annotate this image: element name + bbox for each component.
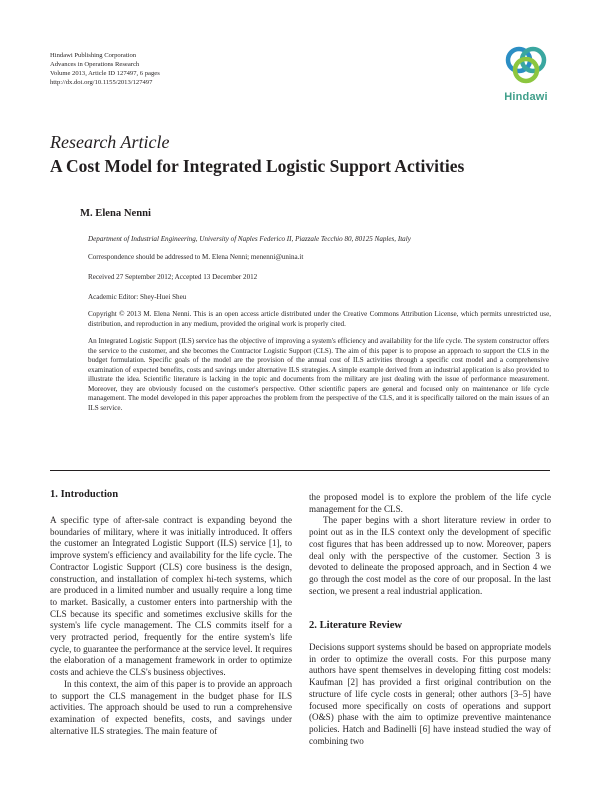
doi-link[interactable]: http://dx.doi.org/10.1155/2013/127497 <box>50 79 153 86</box>
article-type: Research Article <box>50 132 170 152</box>
journal-name: Advances in Operations Research <box>50 61 140 68</box>
intro-paragraph-2-continued: the proposed model is to explore the problem of the life cycle management for the CLS. <box>309 492 551 514</box>
journal-header <box>50 51 350 87</box>
hindawi-logo-text: Hindawi <box>504 91 548 103</box>
literature-paragraph-1: Decisions support systems should be based on appropriate models in order to optimize the overall costs. For this purpose many authors have spent themselves in developing fitting cost models: Kaufman [2] has provided a first original contribution on the structure of life cycle costs in general; other authors [3–5] have focused more specifically on costs of operations and support (O&S) phase with the aim to optimize preventive maintenance policies. Hatch and Badinelli [6] have instead studied the way of combining two <box>309 642 551 746</box>
article-title: A Cost Model for Integrated Logistic Support Activities <box>50 156 465 176</box>
section-heading-introduction: 1. Introduction <box>50 489 119 500</box>
received-dates: Received 27 September 2012; Accepted 13 December 2012 <box>88 273 258 281</box>
abstract: An Integrated Logistic Support (ILS) service has the objective of improving a system's efficiency and availability for the life cycle. The system constructor offers the service to the customer, and she becomes the Contractor Logistic Support (CLS). The aim of this paper is to propose an approach to support the CLS in the budget formulation. Specific goals of the model are the provision of the annual cost of ILS activities through a specific cost model and a comprehensive examination of expected benefits, costs and savings under alternative ILS strategies. A simple example derived from an industrial application is also provided to illustrate the idea. Scientific literature is lacking in the topic and documents from the military are just dealing with the issue of performance measurement. Moreover, they are obviously focused on the customer's perspective. Other scientific papers are general and focused only on maintenance or life cycle management. The model developed in this paper approaches the problem from the perspective of the CLS, and it is specifically tailored on the main issues of an ILS service. <box>88 337 549 412</box>
hindawi-logo-icon <box>503 46 549 84</box>
intro-paragraph-3: The paper begins with a short literature review in order to point out as in the ILS context only the development of specific cost figures that has been addressed up to now. Moreover, papers deal only with the perspective of the customer. Section 3 is devoted to delineate the proposed approach, and in Section 4 we go through the cost model as the core of our proposal. In the last section, we present a real industrial application. <box>309 515 551 596</box>
affiliation: Department of Industrial Engineering, University of Naples Federico II, Piazzale Tecchio 80, 80125 Naples, Italy <box>88 235 411 243</box>
left-column <box>50 515 292 737</box>
abstract-divider <box>50 470 550 471</box>
correspondence: Correspondence should be addressed to M. Elena Nenni; menenni@unina.it <box>88 253 304 261</box>
academic-editor: Academic Editor: Shey-Huei Sheu <box>88 293 187 301</box>
copyright-notice: Copyright © 2013 M. Elena Nenni. This is an open access article distributed under the Creative Commons Attribution License, which permits unrestricted use, distribution, and reproduction in any medium, provided the original work is properly cited. <box>88 310 551 328</box>
publisher-name: Hindawi Publishing Corporation <box>50 52 137 59</box>
volume-line: Volume 2013, Article ID 127497, 6 pages <box>50 70 160 77</box>
section-heading-literature-review: 2. Literature Review <box>309 620 403 631</box>
right-column-section-2 <box>309 642 551 747</box>
right-column <box>309 492 551 597</box>
intro-paragraph-2: In this context, the aim of this paper is to provide an approach to support the CLS management in the budget phase for ILS activities. The approach should be used to run a comprehensive examination of expected benefits, costs, and savings under alternative ILS strategies. The main feature of <box>50 678 292 736</box>
intro-paragraph-1: A specific type of after-sale contract is expanding beyond the boundaries of military, where it was initially introduced. It offers the customer an Integrated Logistic Support (ILS) service [1], to improve system's efficiency and availability for the life cycle. The Contractor Logistic Support (CLS) core business is the design, construction, and installation of complex hi-tech systems, which are produced in a limited number and usually require a long time to market. Basically, a customer enters into partnership with the CLS because its specific and sometimes exclusive skills for the system's life cycle management. The CLS commits itself for a very protracted period, frequently for the entire system's life cycle, to guarantee the performance at the service level. It requires the elaboration of a management framework in order to optimize costs and achieve the CLS's business objectives. <box>50 515 292 678</box>
author-name: M. Elena Nenni <box>80 208 151 219</box>
